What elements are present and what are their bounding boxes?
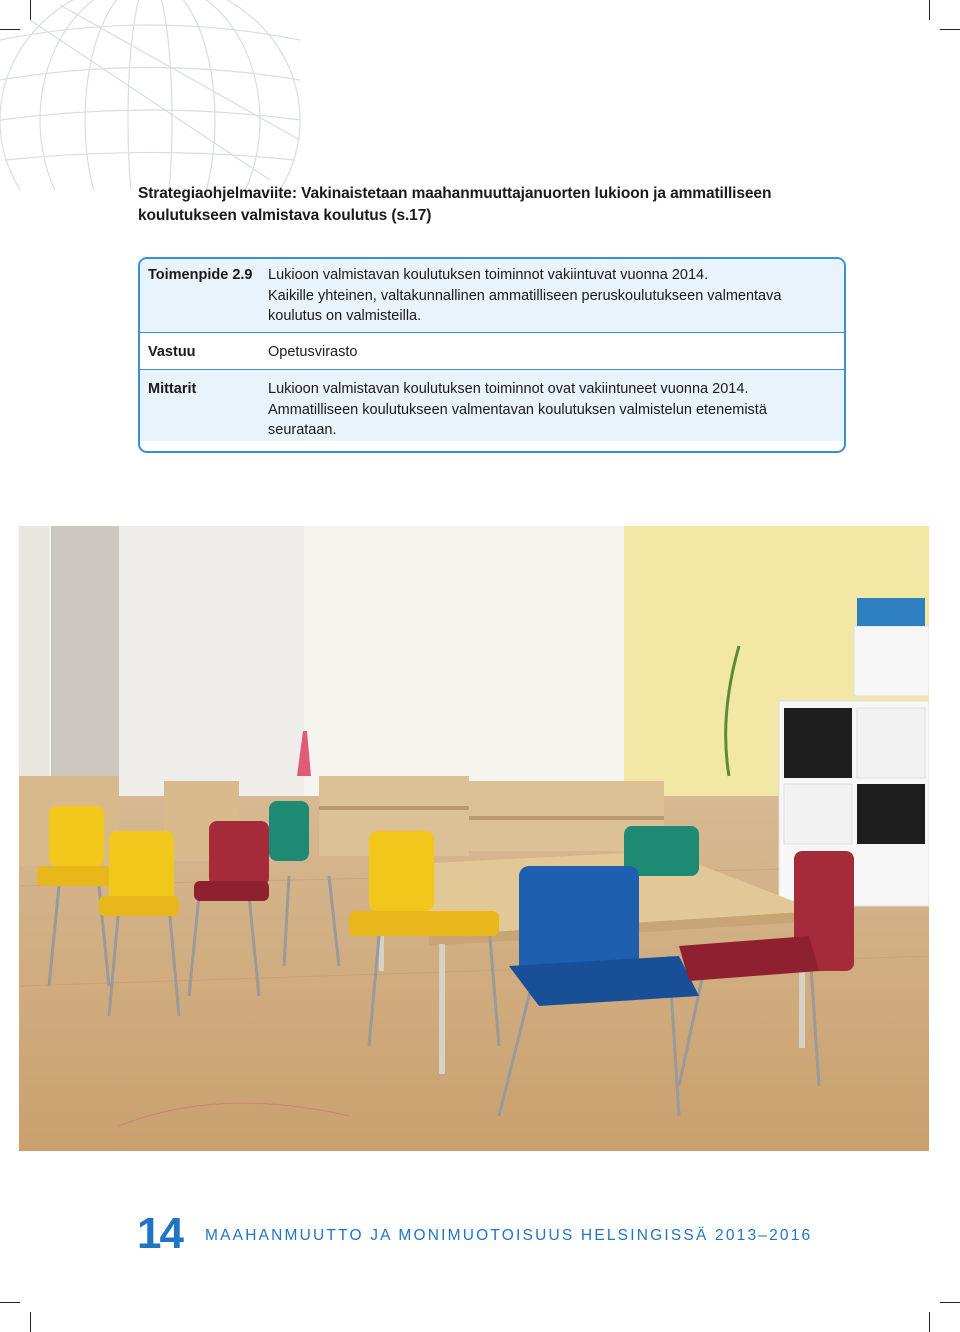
row-value [268, 342, 844, 369]
heading-line: Strategiaohjelmaviite: Vakinaistetaan maahanmuuttajanuorten lukioon ja ammatilliseen [138, 185, 772, 202]
value-line: Lukioon valmistavan koulutuksen toiminnot vakiintuvat vuonna 2014. [268, 267, 709, 283]
table-row-vastuu [140, 332, 844, 370]
crop-mark [929, 1312, 930, 1332]
value-line: koulutus on valmisteilla. [268, 308, 422, 324]
page-number: 14 [137, 1209, 182, 1258]
row-value [268, 379, 844, 441]
table-row-toimenpide [140, 259, 844, 332]
crop-mark [30, 1312, 31, 1332]
running-footer-title: MAAHANMUUTTO JA MONIMUOTOISUUS HELSINGISSÄ 2013–2016 [205, 1227, 813, 1244]
value-line: seurataan. [268, 422, 337, 438]
row-label: Toimenpide 2.9 [148, 267, 253, 283]
crop-mark [940, 1302, 960, 1303]
heading-line: koulutukseen valmistava koulutus (s.17) [138, 207, 432, 224]
row-value [268, 265, 844, 332]
crop-mark [0, 1302, 20, 1303]
crop-mark [940, 29, 960, 30]
value-line: Kaikille yhteinen, valtakunnallinen ammatilliseen peruskoulutukseen valmentava [268, 287, 782, 304]
action-table [138, 257, 846, 453]
row-label: Vastuu [148, 344, 196, 360]
strategy-heading [138, 183, 838, 227]
crop-mark [929, 0, 930, 20]
value-line: Ammatilliseen koulutukseen valmentavan koulutuksen valmistelun etenemistä [268, 401, 767, 418]
row-label: Mittarit [148, 381, 197, 397]
value-line: Opetusvirasto [268, 344, 358, 360]
classroom-photo [19, 526, 929, 1151]
table-row-mittarit [140, 370, 844, 441]
value-line: Lukioon valmistavan koulutuksen toiminnot ovat vakiintuneet vuonna 2014. [268, 381, 749, 397]
globe-watermark [0, 0, 320, 190]
